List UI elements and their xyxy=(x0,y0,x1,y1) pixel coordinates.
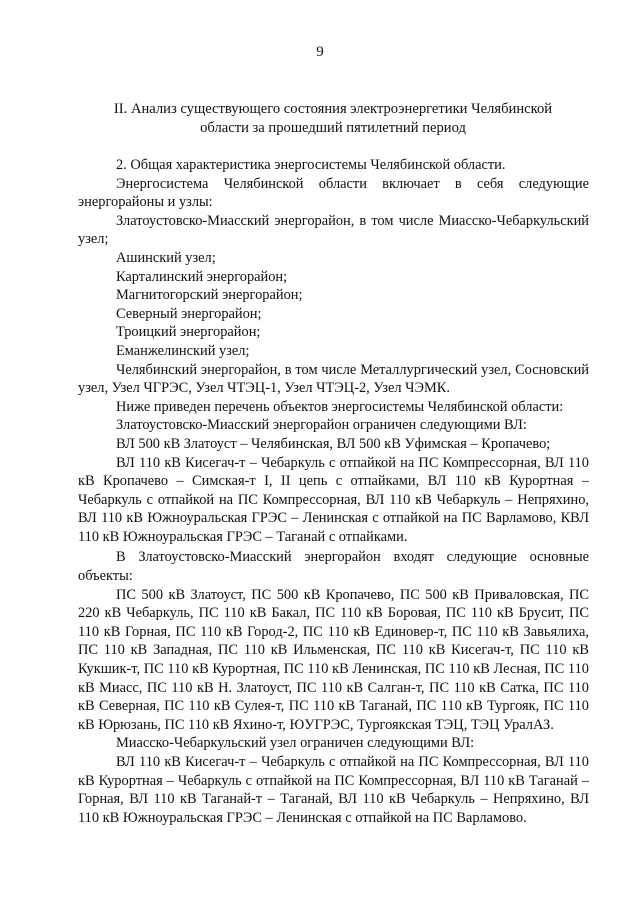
document-body xyxy=(78,156,589,827)
paragraph-miass-lines-heading: Миасско-Чебаркульский узел ограничен следующими ВЛ: xyxy=(116,735,475,752)
section-title-line-1: II. Анализ существующего состояния электроэнергетики Челябинской xyxy=(113,101,553,117)
list-item-emanzhelinsk: Еманжелинский узел; xyxy=(116,342,250,359)
paragraph-zlatoust-lines-heading: Златоустовско-Миасский энергорайон ограничен следующими ВЛ: xyxy=(116,417,527,434)
list-item-chelyabinsk: Челябинский энергорайон, в том числе Металлургический узел, Сосновский узел, Узел ЧГРЭС, Узел ЧТЭЦ-1, Узел ЧТЭЦ-2, Узел ЧЭМК. xyxy=(78,361,589,397)
section-title-line-2: области за прошедший пятилетний период xyxy=(200,120,466,136)
list-item-kartaly: Карталинский энергорайон; xyxy=(116,268,288,285)
paragraph-miass-lines: ВЛ 110 кВ Кисегач-т – Чебаркуль с отпайкой на ПС Компрессорная, ВЛ 110 кВ Курортная – Чебаркуль с отпайкой на ПС Компрессорная, ВЛ 110 кВ Таганай – Горная, ВЛ 110 кВ Таганай-т – Таганай, ВЛ 110 кВ Чебаркуль – Непряхино, ВЛ 110 кВ Южноуральская ГРЭС – Ленинская с отпайкой на ПС Варламово. xyxy=(78,754,589,826)
paragraph-substations-list: ПС 500 кВ Златоуст, ПС 500 кВ Кропачево, ПС 500 кВ Приваловская, ПС 220 кВ Чебаркуль, ПС 110 кВ Бакал, ПС 110 кВ Боровая, ПС 110 кВ Брусит, ПС 110 кВ Горная, ПС 110 кВ Город-2, ПС 110 кВ Единовер-т, ПС 110 кВ Завьялиха, ПС 110 кВ Западная, ПС 110 кВ Ильменская, ПС 110 кВ Кисегач-т, ПС 110 кВ Кукшик-т, ПС 110 кВ Курортная, ПС 110 кВ Ленинская, ПС 110 кВ Лесная, ПС 110 кВ Миасс, ПС 110 кВ Н. Златоуст, ПС 110 кВ Салган-т, ПС 110 кВ Сатка, ПС 110 кВ Северная, ПС 110 кВ Сулея-т, ПС 110 кВ Таганай, ПС 110 кВ Тургояк, ПС 110 кВ Юрюзань, ПС 110 кВ Яхино-т, ЮУГРЭС, Тургоякская ТЭЦ, ТЭЦ УралАЗ. xyxy=(78,586,589,733)
paragraph-energy-system-intro: Энергосистема Челябинской области включает в себя следующие энергорайоны и узлы: xyxy=(78,175,589,211)
list-item-asha: Ашинский узел; xyxy=(116,249,216,266)
list-item-troitsk: Троицкий энергорайон; xyxy=(116,324,261,341)
paragraph-zlatoust-objects-heading: В Златоустовско-Миасский энергорайон входят следующие основные объекты: xyxy=(78,549,589,585)
paragraph-objects-intro: Ниже приведен перечень объектов энергосистемы Челябинской области: xyxy=(116,398,564,415)
paragraph-110kv-lines: ВЛ 110 кВ Кисегач-т – Чебаркуль с отпайкой на ПС Компрессорная, ВЛ 110 кВ Кропачево – Симская-т I, II цепь с отпайками, ВЛ 110 кВ Курортная – Чебаркуль с отпайкой на ПС Компрессорная, ВЛ 110 кВ Чебаркуль – Непряхино, ВЛ 110 кВ Южноуральская ГРЭС – Ленинская с отпайкой на ПС Варламово, КВЛ 110 кВ Южноуральская ГРЭС – Таганай с отпайками. xyxy=(78,454,589,545)
section-title xyxy=(78,100,588,138)
paragraph-500kv-lines: ВЛ 500 кВ Златоуст – Челябинская, ВЛ 500 кВ Уфимская – Кропачево; xyxy=(116,435,551,452)
list-item-severny: Северный энергорайон; xyxy=(116,305,262,322)
page-number: 9 xyxy=(316,44,324,60)
list-item-zlatoust-miass: Златоустовско-Миасский энергорайон, в том числе Миасско-Чебаркульский узел; xyxy=(78,212,589,248)
list-item-magnitogorsk: Магнитогорский энергорайон; xyxy=(116,287,303,304)
paragraph-subsection-heading: 2. Общая характеристика энергосистемы Челябинской области. xyxy=(116,157,506,173)
